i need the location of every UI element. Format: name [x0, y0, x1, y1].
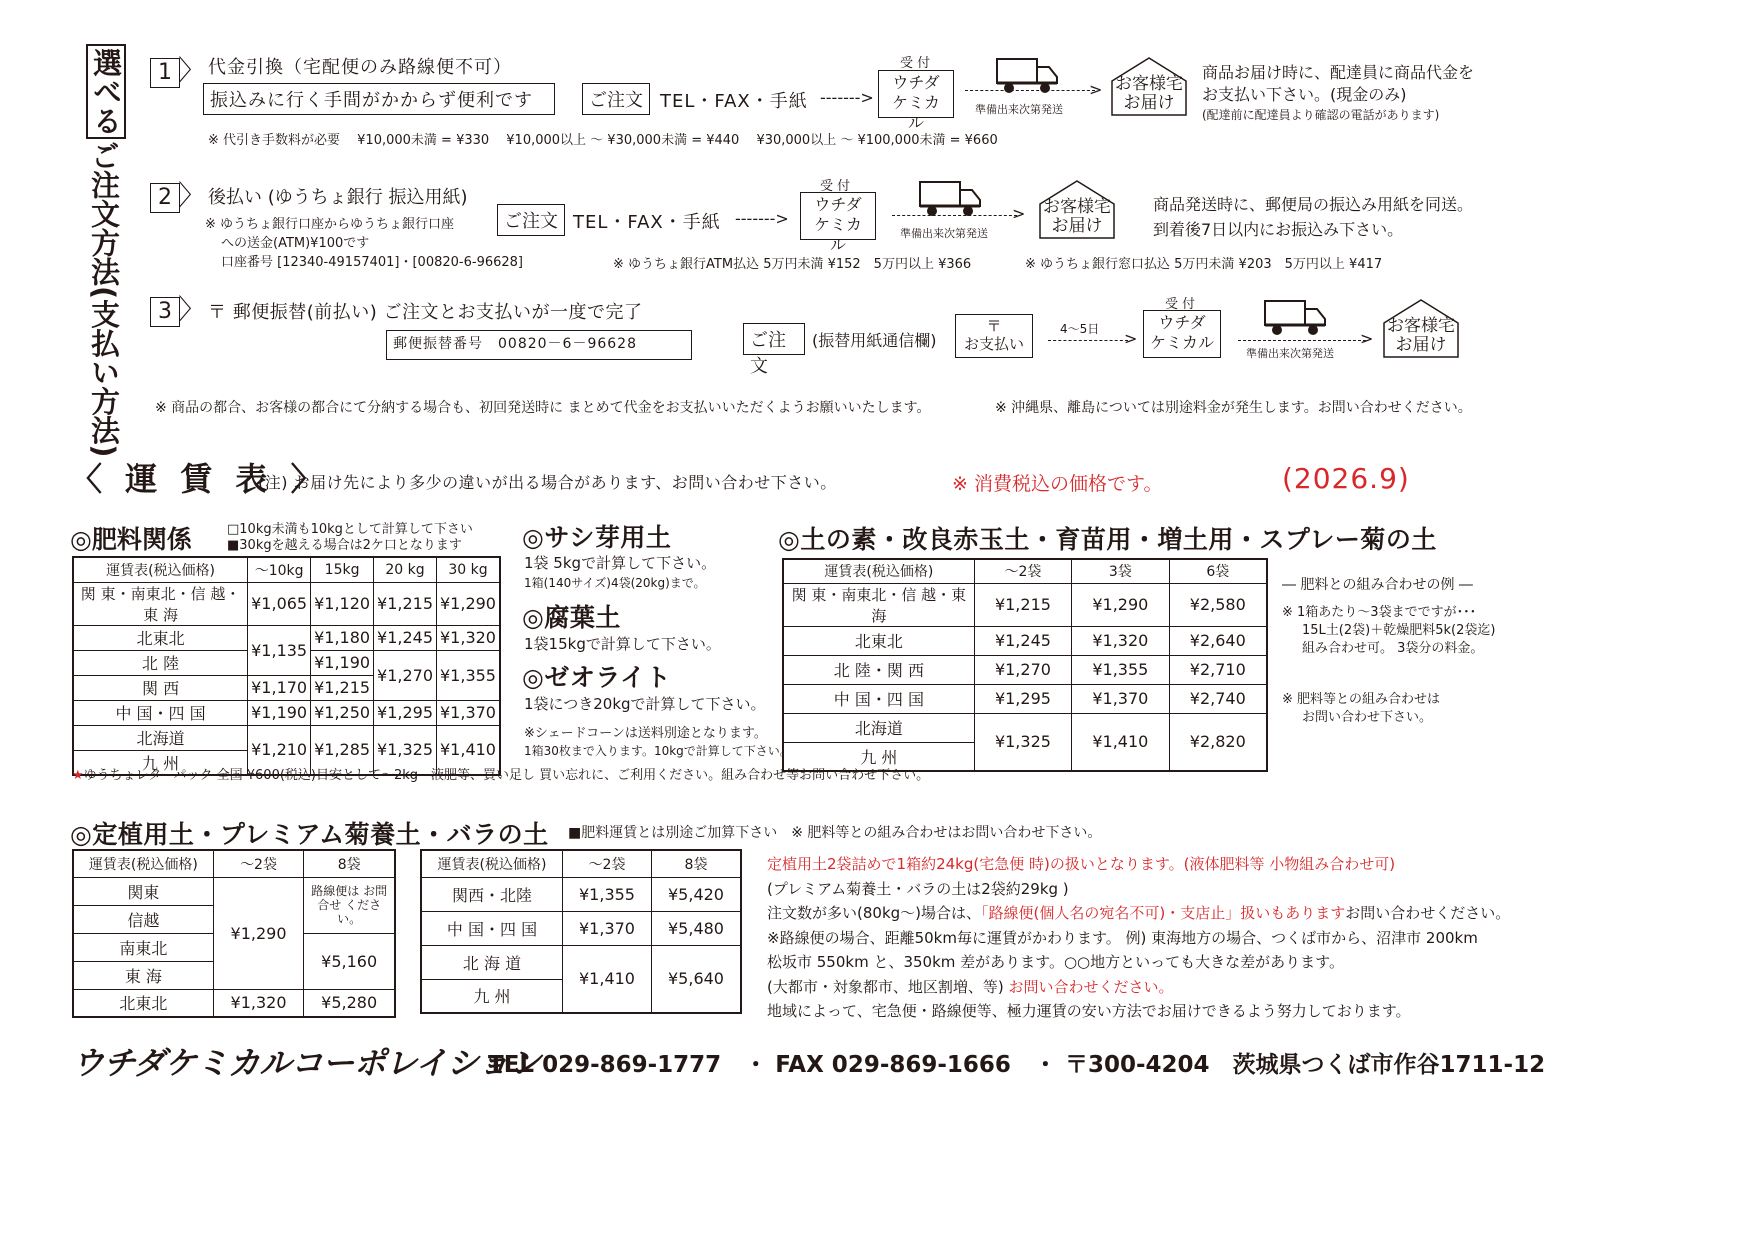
fert-cell: ¥1,370 — [437, 700, 501, 725]
method-3-days-arrowhead-icon: > — [1124, 329, 1138, 348]
method-3-account: 郵便振替番号 00820－6－96628 — [386, 330, 692, 360]
fert-header-4: 30 kg — [437, 557, 501, 582]
plant-t2-region: 北 海 道 — [421, 945, 563, 979]
plant-desc-3c: お問い合わせください。 — [1345, 904, 1511, 922]
method-2-note-line3: 口座番号 [12340-49157401]・[00820-6-96628] — [221, 255, 523, 270]
soil-cell: ¥2,640 — [1169, 626, 1267, 655]
method-2-deliver-line2: お届け — [1051, 216, 1103, 236]
method-2-channels: TEL・FAX・手紙 — [573, 212, 721, 233]
fert-cell: ¥1,215 — [374, 582, 437, 625]
rates-date: (2026.9) — [1282, 462, 1410, 495]
method-1-fee-note: ※ 代引き手数料が必要 ¥10,000未満 = ¥330 ¥10,000以上 ～ ¥30,000未満 = ¥440 ¥30,000以上 ～ ¥100,000未満 = ¥660 — [208, 133, 998, 148]
soil-cell: ¥1,215 — [974, 583, 1071, 626]
method-3-arrowhead-icon: > — [1360, 329, 1374, 348]
soil-cell: ¥1,325 — [974, 713, 1071, 771]
fert-cell: ¥1,215 — [311, 675, 374, 700]
soil-header-2: 3袋 — [1072, 559, 1169, 583]
fert-cell: ¥1,210 — [248, 725, 311, 775]
plant-t2-header-2: 8袋 — [652, 850, 742, 877]
method-2-truck-icon — [918, 178, 986, 222]
plant-t1-region: 南東北 — [73, 933, 213, 961]
combo-note-2: 15L土(2袋)＋乾燥肥料5k(2袋迄) — [1302, 623, 1496, 638]
soil-region: 中 国・四 国 — [783, 684, 974, 713]
fert-cell: ¥1,180 — [311, 625, 374, 650]
fert-header-1: ～10kg — [248, 557, 311, 582]
plant-t2-region: 関西・北陸 — [421, 877, 563, 911]
letterpack-text: ゆうちょレターパック 全国 ¥600(税込)目安として～2kg 液肥等、買い足し 買い忘れに、ご利用ください。組み合わせ等お問い合わせ下さい。 — [83, 768, 930, 783]
plant-desc — [767, 852, 1510, 1024]
method-3-deliver-line1: お客様宅 — [1387, 316, 1455, 336]
method-2-desc-line2: 到着後7日以内にお振込み下さい。 — [1153, 220, 1404, 239]
method-1-deliver-house — [1108, 55, 1190, 117]
fert-cell: ¥1,190 — [248, 700, 311, 725]
method-2-dashed-arrow-icon: -------> — [735, 209, 789, 228]
soil-header-0: 運賃表(税込価格) — [783, 559, 974, 583]
table-row — [73, 725, 500, 750]
method-2-atm-note: ※ ゆうちょ銀行ATM払込 5万円未満 ¥152 5万円以上 ¥366 — [613, 257, 972, 272]
method-1-channels: TEL・FAX・手紙 — [660, 91, 808, 112]
fert-cell: ¥1,170 — [248, 675, 311, 700]
plant-t1-region: 北東北 — [73, 989, 213, 1017]
plant-t2-cell: ¥1,410 — [563, 945, 652, 1013]
method-3-pay-line1: 〒 — [986, 317, 1002, 335]
fert-note-1: □10kg未満も10kgとして計算して下さい — [227, 522, 473, 537]
method-1-dashed-arrow-icon: -------> — [820, 88, 874, 107]
method-1-arrowhead-icon: > — [1089, 80, 1103, 99]
combo-notes — [1282, 604, 1495, 658]
side-title-boxed: 選べる — [86, 44, 126, 139]
soil-cell: ¥1,295 — [974, 684, 1071, 713]
plant-desc-2: (プレミアム菊養土・バラの土は2袋約29kg ) — [767, 879, 1069, 898]
method-3-order-label: ご注文 — [743, 323, 805, 355]
method-3-chevron-icon: 〉 — [178, 293, 207, 326]
table-row — [783, 684, 1267, 713]
method-2-desc — [1153, 192, 1473, 242]
fert-region: 関 東・南東北・信 越・東 海 — [73, 582, 248, 625]
method-2-window-note: ※ ゆうちょ銀行窓口払込 5万円未満 ¥203 5万円以上 ¥417 — [1025, 257, 1383, 272]
plant-t2-cell: ¥5,640 — [652, 945, 742, 1013]
plant-t1-region: 信越 — [73, 905, 213, 933]
soil-title: ◎土の素・改良赤玉土・育苗用・増土用・スプレー菊の土 — [778, 525, 1437, 554]
method-2-note-line1: ※ ゆうちょ銀行口座からゆうちょ銀行口座 — [205, 217, 455, 232]
table-row — [73, 700, 500, 725]
soil-cell: ¥1,355 — [1072, 655, 1169, 684]
soil-header-3: 6袋 — [1169, 559, 1267, 583]
soil-cell: ¥2,710 — [1169, 655, 1267, 684]
fert-cell: ¥1,325 — [374, 725, 437, 775]
plant-desc-3 — [767, 901, 1510, 926]
method-1-company-box — [878, 70, 954, 132]
method-3-company-line1: ウチダ — [1158, 313, 1206, 332]
table-row — [421, 945, 741, 979]
bottom-note-1: ※ 商品の都合、お客様の都合にて分納する場合も、初回発送時に まとめて代金をお支払いいただくようお願いいたします。 — [155, 400, 931, 416]
plant-t1-cell: ¥1,320 — [213, 989, 304, 1017]
plant-t1-region: 関東 — [73, 877, 213, 905]
rates-note: (注) お届け先により多少の違いが出る場合があります、お問い合わせ下さい。 — [258, 473, 837, 492]
plant-t1-header-0: 運賃表(税込価格) — [73, 850, 213, 877]
combo-notes-2 — [1282, 691, 1440, 727]
fuyo-title: ◎腐葉土 — [522, 603, 621, 632]
plant-t2-cell: ¥1,370 — [563, 911, 652, 945]
plant-desc-3a: 注文数が多い(80kg～)場合は、 — [767, 904, 982, 922]
plant-t2-region: 九 州 — [421, 979, 563, 1013]
table-row — [73, 625, 500, 650]
fert-region: 北海道 — [73, 725, 248, 750]
table-row — [73, 989, 395, 1017]
method-2-deliver-line1: お客様宅 — [1043, 197, 1111, 217]
method-1-deliver-line1: お客様宅 — [1115, 74, 1183, 94]
rates-tax-note: ※ 消費税込の価格です。 — [952, 473, 1163, 495]
table-row — [783, 655, 1267, 684]
method-3-order-sub: (振替用紙通信欄) — [812, 331, 937, 350]
method-1-deliver-text — [1108, 55, 1190, 113]
method-3-pay-line2: お支払い — [963, 335, 1024, 353]
combo-note-4: ※ 肥料等との組み合わせは — [1282, 692, 1441, 707]
combo-note-5: お問い合わせ下さい。 — [1302, 710, 1433, 725]
plant-table-2 — [420, 849, 742, 1014]
method-3-pay-box — [955, 314, 1033, 358]
fert-note-2: ■30kgを越える場合は2ケ口となります — [227, 538, 462, 553]
method-1-desc-line1: 商品お届け時に、配達員に商品代金を — [1202, 63, 1475, 82]
fert-cell: ¥1,190 — [311, 650, 374, 675]
method-3-truck-icon — [1263, 297, 1331, 341]
method-2-company-line2: ケミカル — [813, 215, 862, 254]
sashi-title: ◎サシ芽用土 — [522, 523, 672, 552]
plant-desc-6b: お問い合わせください。 — [1008, 977, 1174, 996]
method-3-title: 〒 郵便振替(前払い) ご注文とお支払いが一度で完了 — [208, 302, 643, 323]
sashi-line2: 1箱(140サイズ)4袋(20kg)まで。 — [524, 576, 706, 590]
plant-desc-7: 地域によって、宅急便・路線便等、極力運賃の安い方法でお届けできるよう努力しております。 — [767, 1002, 1411, 1020]
rates-title: 〈 運 賃 表 〉 — [70, 460, 329, 498]
combo-note-1: ※ 1箱あたり～3袋までですが･･･ — [1282, 605, 1477, 620]
side-title — [86, 44, 124, 458]
soil-region: 北 陸・関 西 — [783, 655, 974, 684]
fert-cell: ¥1,295 — [374, 700, 437, 725]
method-1-desc-line2: お支払い下さい。(現金のみ) — [1202, 85, 1407, 104]
fuyo-line1: 1袋15kgで計算して下さい。 — [524, 635, 721, 653]
fert-region: 中 国・四 国 — [73, 700, 248, 725]
method-1-desc — [1202, 62, 1474, 106]
method-2-number: 2 — [150, 183, 180, 213]
plant-desc-1: 定植用土2袋詰めで1箱約24kg(宅急便 時)の扱いとなります。(液体肥料等 小物組み合わせ可) — [767, 855, 1396, 873]
soil-cell: ¥2,740 — [1169, 684, 1267, 713]
method-2-reception-label: 受 付 — [820, 179, 851, 194]
table-row — [421, 911, 741, 945]
fert-cell: ¥1,135 — [248, 625, 311, 675]
fert-cell: ¥1,120 — [311, 582, 374, 625]
table-row — [73, 582, 500, 625]
method-1-chevron-icon: 〉 — [178, 54, 207, 87]
method-2-deliver-house — [1036, 178, 1118, 240]
plant-t1-price-b: ¥5,160 — [304, 933, 395, 989]
soil-region: 北海道 — [783, 713, 974, 742]
plant-t1-region: 東 海 — [73, 961, 213, 989]
plant-t2-cell: ¥1,355 — [563, 877, 652, 911]
soil-cell: ¥1,320 — [1072, 626, 1169, 655]
fert-header-3: 20 kg — [374, 557, 437, 582]
method-2-order-label: ご注文 — [497, 204, 565, 236]
shade-line1: ※シェードコーンは送料別途となります。 — [524, 726, 767, 741]
table-row — [73, 877, 395, 905]
plant-t1-route-note: 路線便は お問合せ ください。 — [304, 877, 395, 933]
table-row — [783, 713, 1267, 742]
fert-cell: ¥1,290 — [437, 582, 501, 625]
soil-cell: ¥2,820 — [1169, 713, 1267, 771]
plant-t2-header-1: ～2袋 — [563, 850, 652, 877]
fert-cell: ¥1,285 — [311, 725, 374, 775]
plant-t2-cell: ¥5,420 — [652, 877, 742, 911]
fert-cell: ¥1,270 — [374, 650, 437, 700]
method-2-company-box — [800, 192, 876, 254]
method-1-truck-icon — [995, 55, 1063, 99]
plant-desc-4: ※路線便の場合、距離50km毎に運賃がかわります。 例) 東海地方の場合、つくば市から、沼津市 200km — [767, 928, 1478, 947]
fert-region: 北東北 — [73, 625, 248, 650]
footer-company: ウチダケミカルコーポレイション — [72, 1044, 541, 1082]
method-2-arrowhead-icon: > — [1012, 204, 1026, 223]
method-1-ship-note: 準備出来次第発送 — [975, 103, 1063, 116]
fert-title: ◎肥料関係 — [70, 525, 192, 554]
plant-desc-5: 松坂市 550km と、350km 差があります。○○地方といっても大きな差があります。 — [767, 953, 1344, 971]
soil-header-1: ～2袋 — [974, 559, 1071, 583]
method-2-note — [205, 215, 523, 272]
plant-title: ◎定植用土・プレミアム菊養土・バラの土 — [70, 820, 549, 849]
soil-region: 九 州 — [783, 742, 974, 771]
fert-table — [72, 556, 501, 776]
footer-contact: TEL 029-869-1777 ・ FAX 029-869-1666 ・ 〒300-4204 茨城県つくば市作谷1711-12 — [488, 1052, 1546, 1078]
method-3-deliver-text — [1380, 297, 1462, 355]
fert-cell: ¥1,245 — [374, 625, 437, 650]
method-3-company-line2: ケミカル — [1150, 333, 1215, 352]
plant-t1-cell: ¥5,280 — [304, 989, 395, 1017]
combo-note-3: 組み合わせ可。 3袋分の料金。 — [1302, 641, 1484, 656]
method-2-deliver-text — [1036, 178, 1118, 236]
soil-cell: ¥1,245 — [974, 626, 1071, 655]
combo-title: ― 肥料との組み合わせの例 ― — [1282, 577, 1473, 593]
method-1-company-line2: ケミカル — [891, 93, 940, 132]
method-3-days-line — [1048, 340, 1128, 341]
soil-region: 北東北 — [783, 626, 974, 655]
plant-note: ■肥料運賃とは別途ご加算下さい ※ 肥料等との組み合わせはお問い合わせ下さい。 — [568, 825, 1102, 841]
method-1-reception-label: 受 付 — [900, 56, 931, 71]
method-2-title: 後払い (ゆうちょ銀行 振込用紙) — [208, 187, 468, 208]
table-row — [421, 877, 741, 911]
table-row — [783, 626, 1267, 655]
method-2-company-line1: ウチダ — [814, 195, 862, 214]
bottom-note-2: ※ 沖縄県、離島については別途料金が発生します。お問い合わせください。 — [995, 400, 1472, 416]
method-1-number: 1 — [150, 58, 180, 88]
method-3-ship-note: 準備出来次第発送 — [1246, 347, 1334, 360]
plant-table-1 — [72, 849, 396, 1018]
fert-region: 九 州 — [73, 750, 248, 775]
fert-region: 関 西 — [73, 675, 248, 700]
method-3-deliver-line2: お届け — [1395, 335, 1447, 355]
side-title-rest: ご注文方法(支払い方法) — [87, 141, 121, 458]
soil-cell: ¥1,370 — [1072, 684, 1169, 713]
method-1-desc-note: (配達前に配達員より確認の電話があります) — [1202, 108, 1440, 122]
fert-cell: ¥1,355 — [437, 650, 501, 700]
table-row — [783, 583, 1267, 626]
fert-cell: ¥1,065 — [248, 582, 311, 625]
method-1-tagline: 振込みに行く手間がかからず便利です — [203, 83, 555, 115]
fert-cell: ¥1,320 — [437, 625, 501, 650]
method-1-order-label: ご注文 — [582, 83, 650, 115]
fert-cell: ¥1,410 — [437, 725, 501, 775]
plant-desc-3b: 「路線便(個人名の宛名不可)・支店止」扱いもあります — [981, 904, 1346, 922]
plant-desc-6a: (大都市・対象都市、地区割増、等) — [767, 977, 1009, 996]
method-1-deliver-line2: お届け — [1123, 93, 1175, 113]
method-1-company-line1: ウチダ — [892, 73, 940, 92]
plant-t2-region: 中 国・四 国 — [421, 911, 563, 945]
plant-t2-cell: ¥5,480 — [652, 911, 742, 945]
method-2-ship-note: 準備出来次第発送 — [900, 227, 988, 240]
method-1-title: 代金引換（宅配便のみ路線便不可） — [208, 57, 512, 78]
soil-region: 関 東・南東北・信 越・東 海 — [783, 583, 974, 626]
zeo-line1: 1袋につき20kgで計算して下さい。 — [524, 695, 766, 713]
zeo-title: ◎ゼオライト — [522, 663, 672, 692]
soil-cell: ¥1,290 — [1072, 583, 1169, 626]
plant-t1-price-a: ¥1,290 — [213, 877, 304, 989]
plant-t1-header-2: 8袋 — [304, 850, 395, 877]
plant-t2-header-0: 運賃表(税込価格) — [421, 850, 563, 877]
fert-header-2: 15kg — [311, 557, 374, 582]
star-icon: ★ — [72, 768, 84, 783]
method-3-number: 3 — [150, 297, 180, 327]
soil-cell: ¥2,580 — [1169, 583, 1267, 626]
soil-table — [782, 558, 1268, 772]
soil-cell: ¥1,410 — [1072, 713, 1169, 771]
method-3-reception-label: 受 付 — [1165, 297, 1196, 312]
method-3-company-box — [1143, 310, 1221, 358]
method-2-chevron-icon: 〉 — [178, 179, 207, 212]
plant-t1-header-1: ～2袋 — [213, 850, 304, 877]
fert-region: 北 陸 — [73, 650, 248, 675]
fert-cell: ¥1,250 — [311, 700, 374, 725]
shade-line2: 1箱30枚まで入ります。10kgで計算して下さい。 — [524, 744, 792, 758]
sashi-line1: 1袋 5kgで計算して下さい。 — [524, 554, 717, 572]
method-2-desc-line1: 商品発送時に、郵便局の振込み用紙を同送。 — [1153, 195, 1474, 214]
method-3-deliver-house — [1380, 297, 1462, 359]
plant-desc-6 — [767, 975, 1510, 1000]
fert-header-0: 運賃表(税込価格) — [73, 557, 248, 582]
method-2-note-line2: への送金(ATM)¥100です — [221, 236, 370, 251]
method-3-days: 4～5日 — [1060, 322, 1100, 336]
soil-cell: ¥1,270 — [974, 655, 1071, 684]
